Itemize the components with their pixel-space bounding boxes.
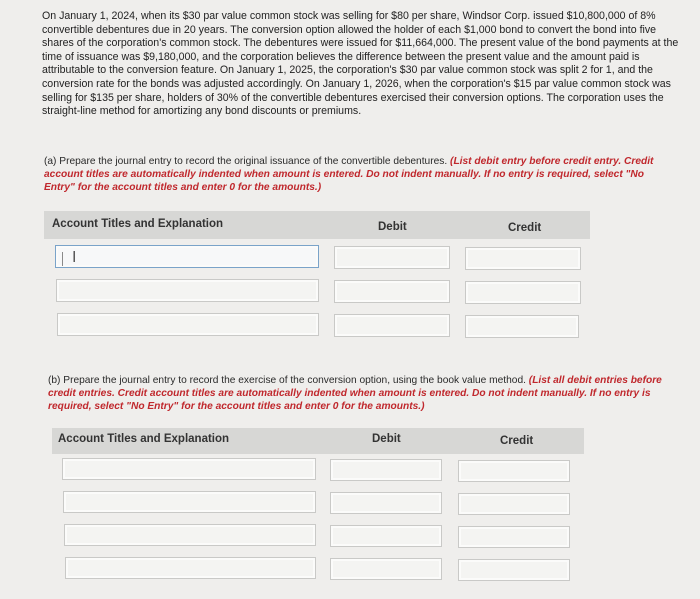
part-b-debit-input-1[interactable] [330, 459, 442, 481]
part-b-account-input-3[interactable] [64, 524, 316, 546]
part-a-credit-input-2[interactable] [465, 281, 581, 304]
part-b-credit-input-1[interactable] [458, 460, 570, 482]
part-b-credit-input-4[interactable] [458, 559, 570, 581]
part-b-debit-input-2[interactable] [330, 492, 442, 514]
part-a-prompt [44, 155, 664, 194]
part-a-instructions: (List debit entry before credit entry. Credit account titles are automatically indented when amount is entered. Do not indent manually. If no entry is required, select "No Entry" for the account titles and enter 0 for the amounts.) [44, 156, 654, 193]
part-b-prompt [48, 374, 668, 413]
part-b-account-header: Account Titles and Explanation [58, 433, 230, 445]
part-a-credit-input-1[interactable] [465, 247, 581, 270]
text-cursor [62, 252, 63, 266]
part-a-table-header [44, 211, 590, 239]
part-b-table-header [52, 428, 584, 454]
part-b-account-input-1[interactable] [62, 458, 316, 480]
part-b-credit-input-2[interactable] [458, 493, 570, 515]
part-b-question: (b) Prepare the journal entry to record the exercise of the conversion option, using the book value method. [48, 375, 529, 386]
part-a-debit-header: Debit [378, 221, 407, 233]
part-b-debit-input-4[interactable] [330, 558, 442, 580]
part-a-account-header: Account Titles and Explanation [52, 218, 224, 230]
part-a-debit-input-1[interactable] [334, 246, 450, 269]
part-a-credit-input-3[interactable] [465, 315, 579, 338]
part-a-debit-input-3[interactable] [334, 314, 450, 337]
part-a-credit-header: Credit [508, 222, 542, 234]
part-a-account-input-2[interactable] [56, 279, 319, 302]
part-b-account-input-4[interactable] [65, 557, 316, 579]
part-b-instructions: (List all debit entries before credit entries. Credit account titles are automatically indented when amount is entered. Do not indent manually. If no entry is required, select "No Entry" for the account titles and enter 0 for the amounts.) [48, 375, 662, 412]
part-b-debit-header: Debit [372, 433, 401, 445]
part-b-credit-header: Credit [500, 435, 534, 447]
part-b-account-input-2[interactable] [63, 491, 316, 513]
part-a-account-input-1[interactable] [55, 245, 319, 268]
ibeam-cursor-icon: I [72, 249, 77, 266]
part-a-account-input-3[interactable] [57, 313, 319, 336]
problem-statement: On January 1, 2024, when its $30 par value common stock was selling for $80 per share, Windsor Corp. issued $10,800,000 of 8% convertible debentures due in 20 years. The conversion option allowed the holder of each $1,000 bond to convert the bond into five shares of the corporation's common stock. The debentures were issued for $11,664,000. The present value of the bond payments at the time of issuance was $9,180,000, and the corporation believes the difference between the present value and the amount paid is attributable to the conversion feature. On January 1, 2025, the corporation's $30 par value common stock was split 2 for 1, and the conversion rate for the bonds was adjusted accordingly. On January 1, 2026, when the corporation's $15 par value common stock was selling for $135 per share, holders of 30% of the convertible debentures exercised their conversion options. The corporation uses the straight-line method for amortizing any bond discounts or premiums. [42, 10, 679, 118]
part-b-debit-input-3[interactable] [330, 525, 442, 547]
part-b-credit-input-3[interactable] [458, 526, 570, 548]
part-a-question: (a) Prepare the journal entry to record the original issuance of the convertible debentures. [44, 156, 451, 167]
part-a-debit-input-2[interactable] [334, 280, 450, 303]
